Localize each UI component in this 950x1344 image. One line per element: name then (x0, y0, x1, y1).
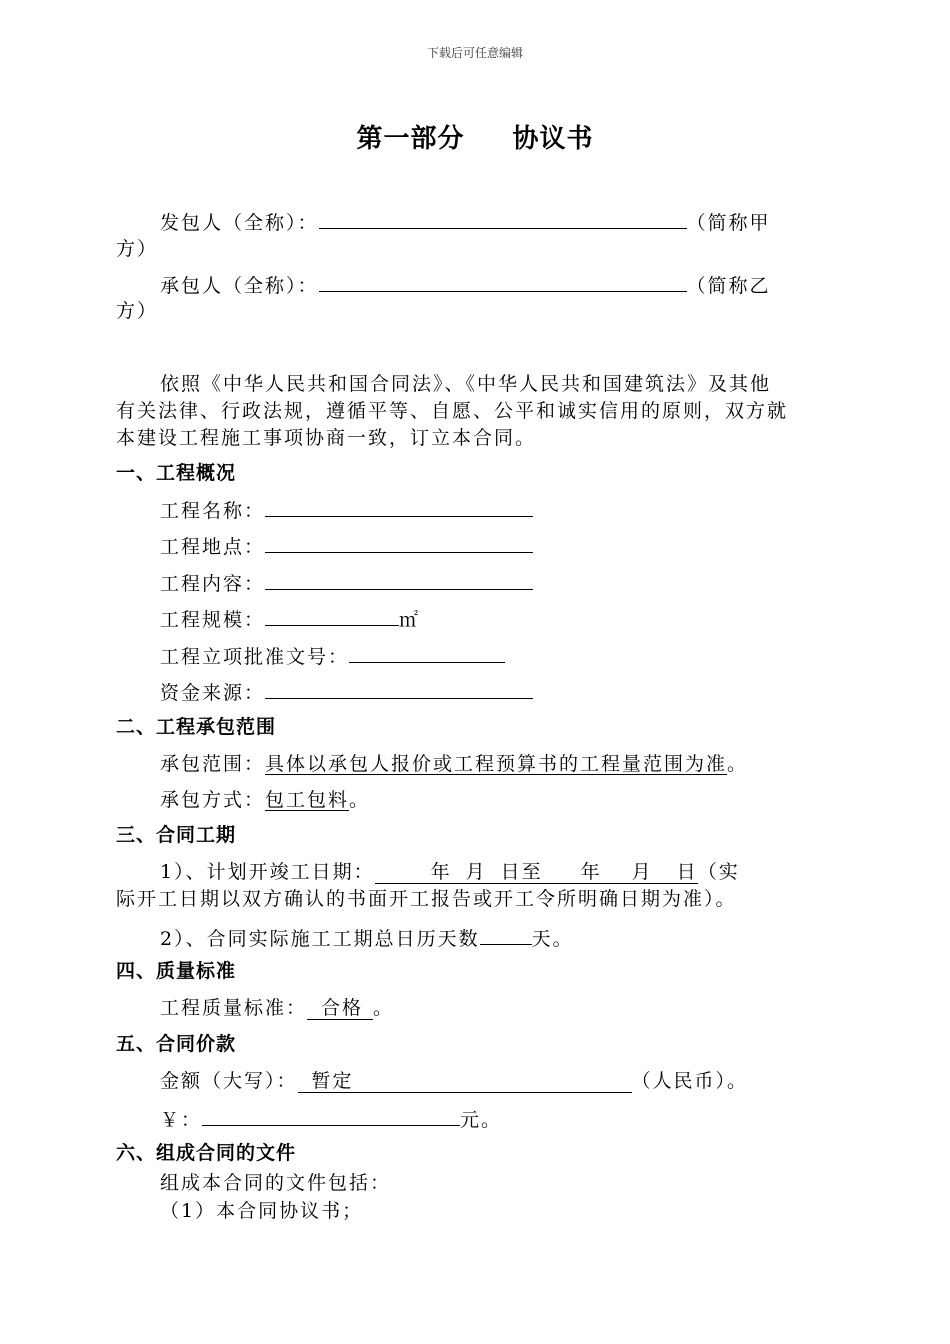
page-title (0, 118, 950, 155)
method-label: 承包方式： (160, 789, 266, 811)
contractor-blank[interactable] (319, 271, 687, 292)
amount-label: 金额（大写）： (160, 1070, 298, 1092)
approval-number-blank[interactable] (349, 642, 505, 663)
project-content-blank[interactable] (265, 569, 533, 590)
preamble-line-3: 本建设工程施工事项协商一致，订立本合同。 (116, 427, 537, 449)
header-note: 下载后可任意编辑 (426, 46, 523, 60)
project-location-line (160, 532, 533, 560)
method-end: 。 (349, 789, 371, 811)
section-3-heading: 三、合同工期 (116, 824, 237, 846)
schedule-line-1 (160, 859, 740, 885)
quality-end: 。 (373, 997, 395, 1019)
preamble-line-1: 依照《中华人民共和国合同法》、《中华人民共和国建筑法》及其他 (160, 373, 772, 395)
employer-line (160, 208, 771, 236)
yuan-symbol: ￥： (160, 1109, 203, 1131)
scope-value: 具体以承包人报价或工程预算书的工程量范围为准 (265, 753, 728, 775)
yuan-line (160, 1105, 502, 1133)
schedule-line-2: 际开工日期以双方确认的书面开工报告或开工令所明确日期为准）。 (116, 888, 737, 910)
funding-source-line (160, 678, 533, 706)
section-2-heading: 二、工程承包范围 (116, 716, 277, 738)
project-content-label: 工程内容： (160, 573, 266, 595)
schedule-prefix: 1）、计划开竣工日期： (160, 861, 375, 883)
duration-blank[interactable] (480, 924, 532, 945)
section-4-heading: 四、质量标准 (116, 960, 237, 982)
start-month-label: 月 (465, 861, 487, 883)
approval-number-label: 工程立项批准文号： (160, 646, 350, 668)
duration-line (160, 924, 574, 952)
approval-number-line (160, 642, 505, 670)
duration-suffix: 天。 (531, 928, 574, 950)
start-day-label: 日至 (500, 861, 543, 883)
start-year-label: 年 (430, 861, 452, 883)
section-6-heading: 六、组成合同的文件 (116, 1142, 297, 1164)
contractor-suffix: （简称乙 (686, 275, 771, 297)
amount-line (160, 1068, 748, 1094)
scope-label: 承包范围： (160, 753, 266, 775)
scope-line (160, 751, 748, 777)
contractor-line (160, 271, 771, 299)
title-name: 协议书 (512, 124, 594, 154)
project-location-label: 工程地点： (160, 536, 266, 558)
project-name-label: 工程名称： (160, 500, 266, 522)
project-scale-blank[interactable] (265, 605, 399, 626)
quality-value: 合格 (307, 997, 373, 1020)
end-month-label: 月 (631, 861, 653, 883)
quality-line (160, 995, 394, 1021)
employer-suffix: （简称甲 (686, 212, 771, 234)
title-part: 第一部分 (356, 124, 465, 154)
end-day-label: 日 (676, 861, 698, 883)
documents-intro: 组成本合同的文件包括： (160, 1172, 392, 1194)
project-scale-label: 工程规模： (160, 609, 266, 631)
contractor-suffix-line: 方） (116, 300, 159, 322)
amount-value[interactable]: 暂定 (298, 1070, 632, 1093)
quality-label: 工程质量标准： (160, 997, 308, 1019)
project-name-line (160, 496, 533, 524)
schedule-suffix: （实 (697, 861, 740, 883)
employer-label: 发包人（全称）： (160, 212, 319, 234)
end-year-label: 年 (580, 861, 602, 883)
scope-end: 。 (727, 753, 749, 775)
section-5-heading: 五、合同价款 (116, 1033, 237, 1055)
amount-suffix: （人民币）。 (631, 1070, 749, 1092)
method-line (160, 787, 370, 813)
yuan-suffix: 元。 (460, 1109, 503, 1131)
contractor-label: 承包人（全称）： (160, 275, 319, 297)
preamble-line-2: 有关法律、行政法规，遵循平等、自愿、公平和诚实信用的原则，双方就 (116, 400, 789, 422)
employer-suffix-line: 方） (116, 238, 159, 260)
project-content-line (160, 569, 533, 597)
schedule-dates[interactable] (375, 861, 698, 884)
yuan-blank[interactable] (202, 1105, 460, 1126)
section-1-heading: 一、工程概况 (116, 462, 237, 484)
project-scale-line (160, 605, 420, 633)
funding-source-label: 资金来源： (160, 682, 266, 704)
funding-source-blank[interactable] (265, 678, 533, 699)
employer-blank[interactable] (319, 208, 687, 229)
method-value: 包工包料 (265, 789, 350, 811)
project-location-blank[interactable] (265, 532, 533, 553)
duration-prefix: 2）、合同实际施工工期总日历天数 (160, 928, 480, 950)
scale-unit: ㎡ (399, 609, 421, 631)
project-name-blank[interactable] (265, 496, 533, 517)
documents-item-1: （1）本合同协议书； (160, 1200, 364, 1222)
